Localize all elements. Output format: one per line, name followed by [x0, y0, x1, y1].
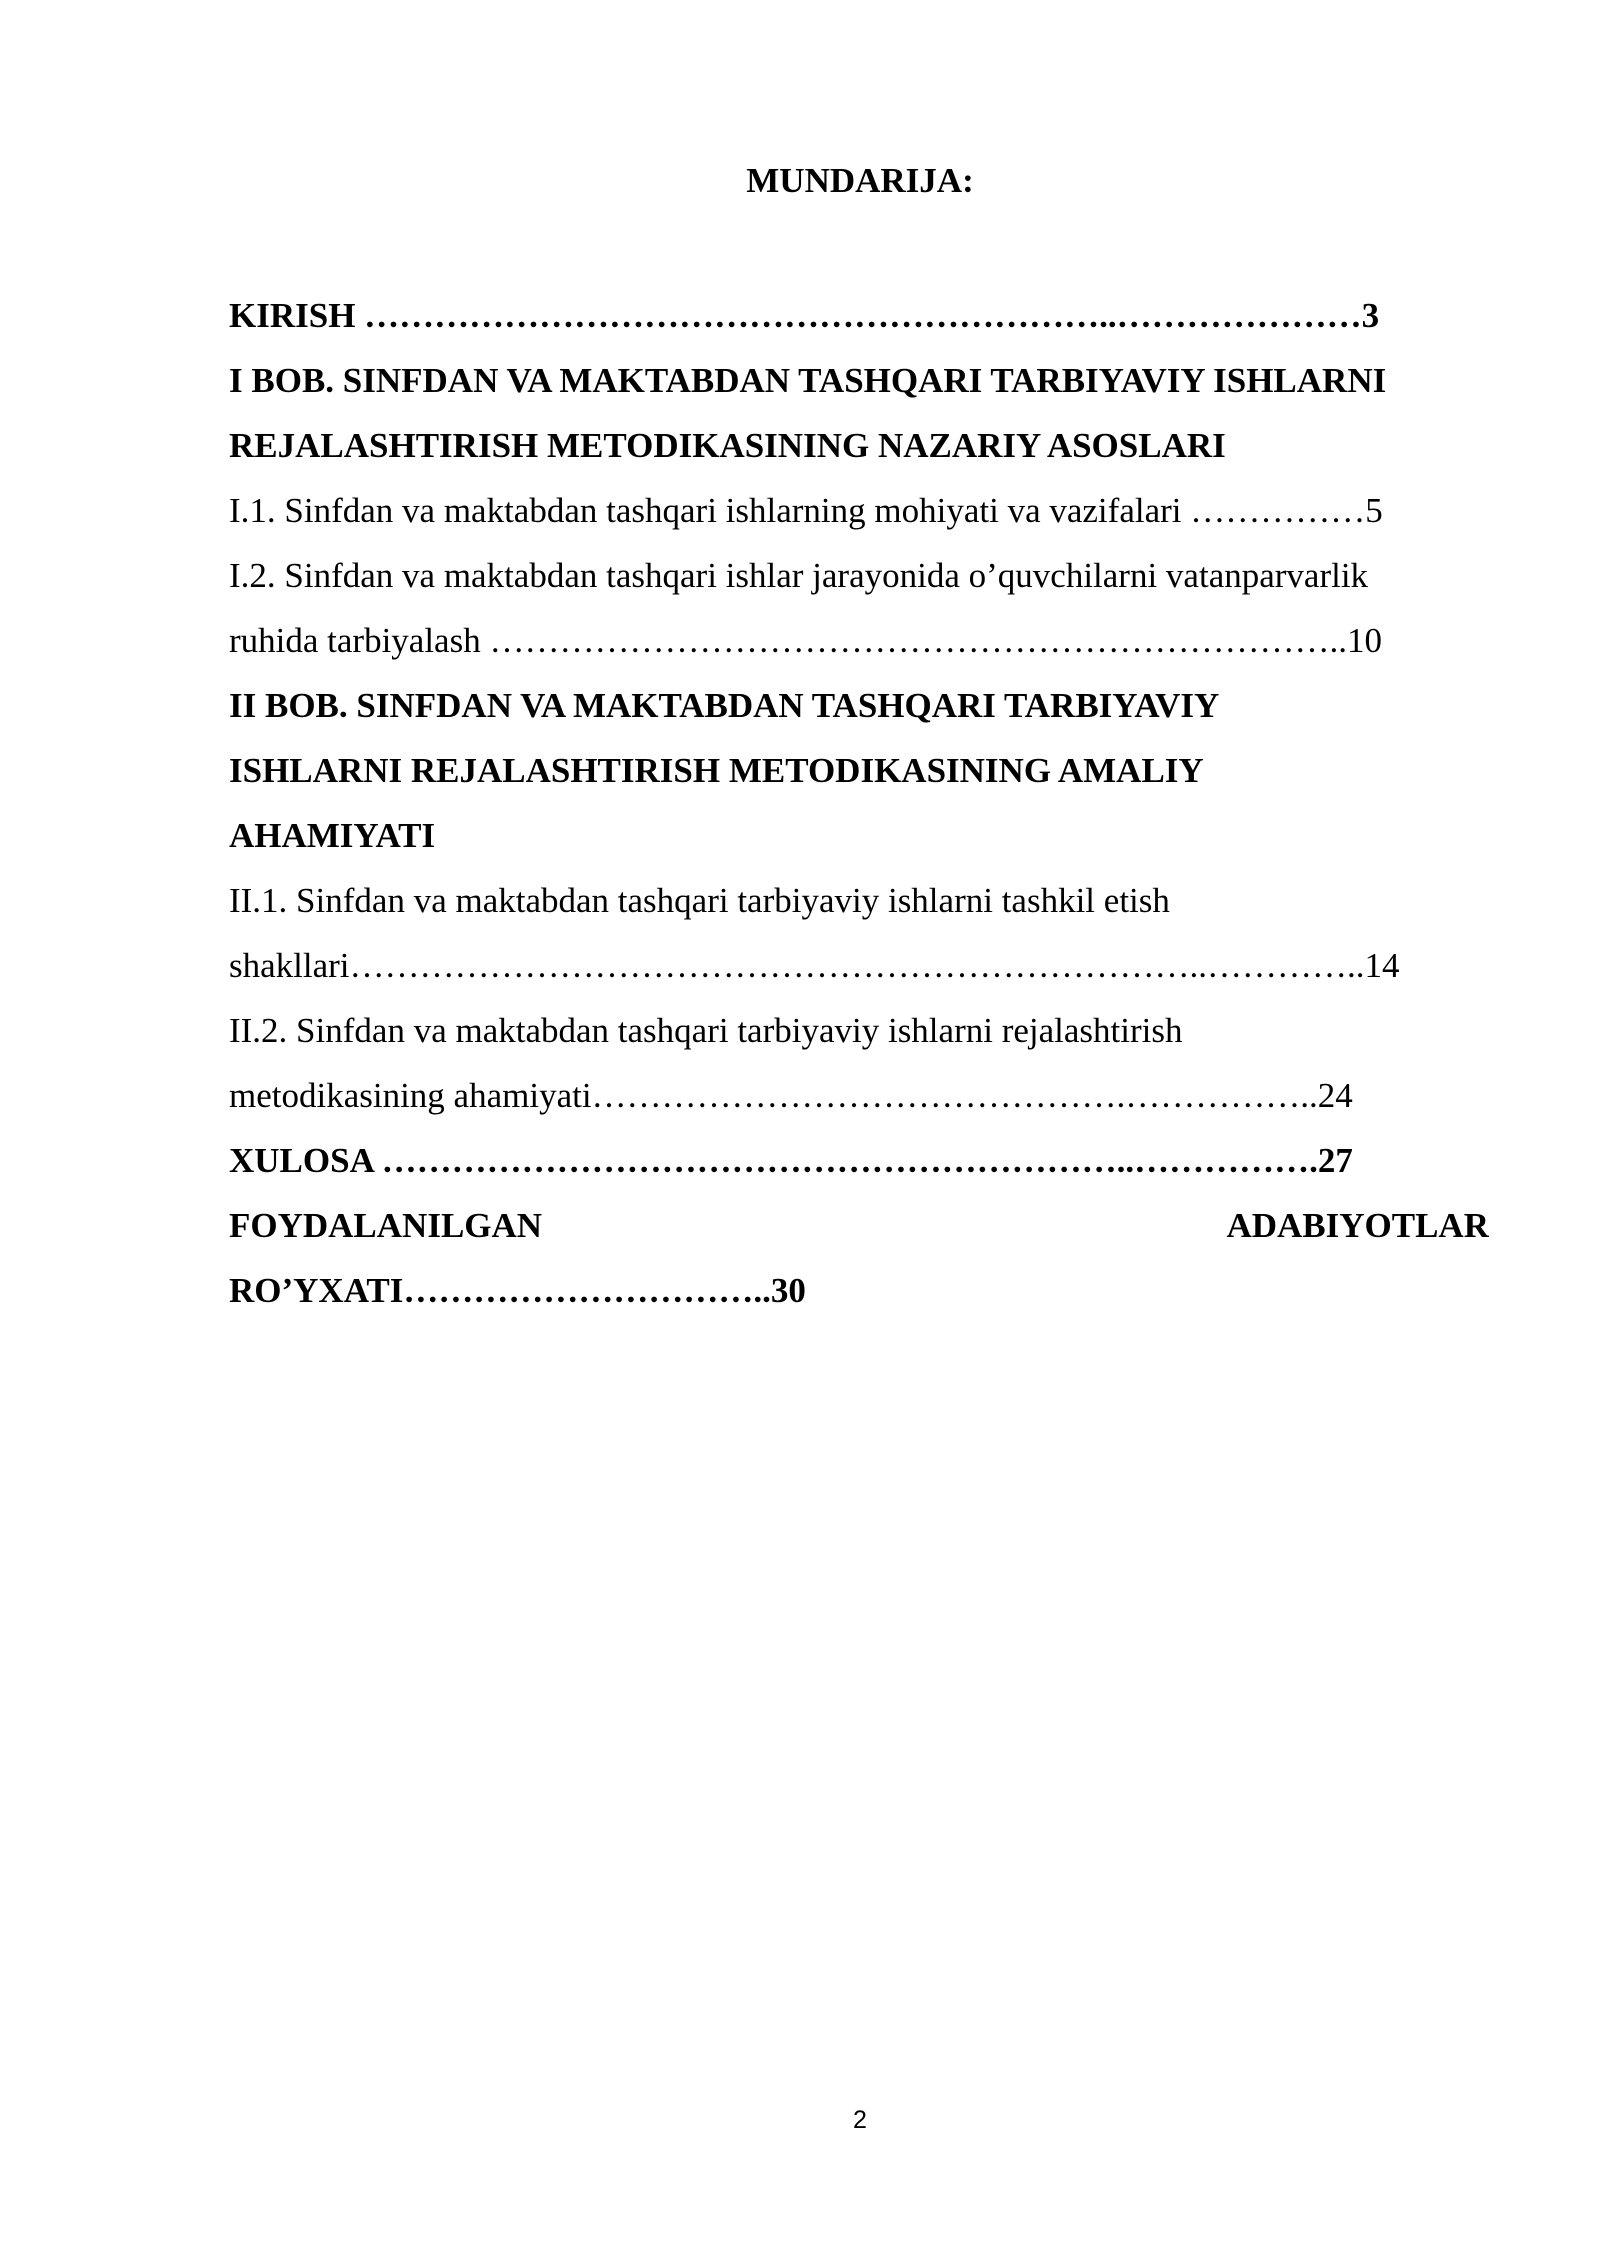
toc-bibliography-word-1: FOYDALANILGAN [229, 1206, 543, 1245]
table-of-contents [229, 283, 1489, 1323]
toc-section-1-2-line-1: I.2. Sinfdan va maktabdan tashqari ishlar jarayonida o’quvchilarni vatanparvarlik [229, 556, 1369, 595]
page-number: 2 [853, 2106, 867, 2134]
page-title: MUNDARIJA: [746, 161, 974, 200]
toc-bibliography-line-2: RO’YXATI…………………………..30 [229, 1271, 806, 1310]
toc-chapter-2-title-line-1: II BOB. SINFDAN VA MAKTABDAN TASHQARI TARBIYAVIY [229, 686, 1220, 725]
toc-bibliography-word-2: ADABIYOTLAR [1226, 1206, 1489, 1245]
toc-introduction: KIRISH ………………………………………………………..…………………3 [229, 296, 1380, 335]
toc-chapter-1-title-line-2: REJALASHTIRISH METODIKASINING NAZARIY ASOSLARI [229, 426, 1226, 465]
toc-bibliography-line-1 [229, 1193, 1489, 1258]
toc-chapter-1-title-line-1: I BOB. SINFDAN VA MAKTABDAN TASHQARI TARBIYAVIY ISHLARNI [229, 361, 1387, 400]
toc-section-2-1-line-2: shakllari………………………………………………………………..…………..14 [229, 946, 1400, 985]
toc-section-2-1-line-1: II.1. Sinfdan va maktabdan tashqari tarbiyaviy ishlarni tashkil etish [229, 881, 1170, 920]
toc-chapter-2-title-line-3: AHAMIYATI [229, 816, 436, 855]
toc-section-2-2-line-2: metodikasining ahamiyati……………………………………….……………..24 [229, 1076, 1353, 1115]
toc-section-2-2-line-1: II.2. Sinfdan va maktabdan tashqari tarbiyaviy ishlarni rejalashtirish [229, 1011, 1183, 1050]
toc-chapter-2-title-line-2: ISHLARNI REJALASHTIRISH METODIKASINING AMALIY [229, 751, 1204, 790]
toc-conclusion: XULOSA ………………………………………………………..…………….27 [229, 1141, 1353, 1180]
toc-section-1-1: I.1. Sinfdan va maktabdan tashqari ishlarning mohiyati va vazifalari ……………5 [229, 491, 1383, 530]
toc-section-1-2-line-2: ruhida tarbiyalash ………………………………………………………………..10 [229, 621, 1382, 660]
